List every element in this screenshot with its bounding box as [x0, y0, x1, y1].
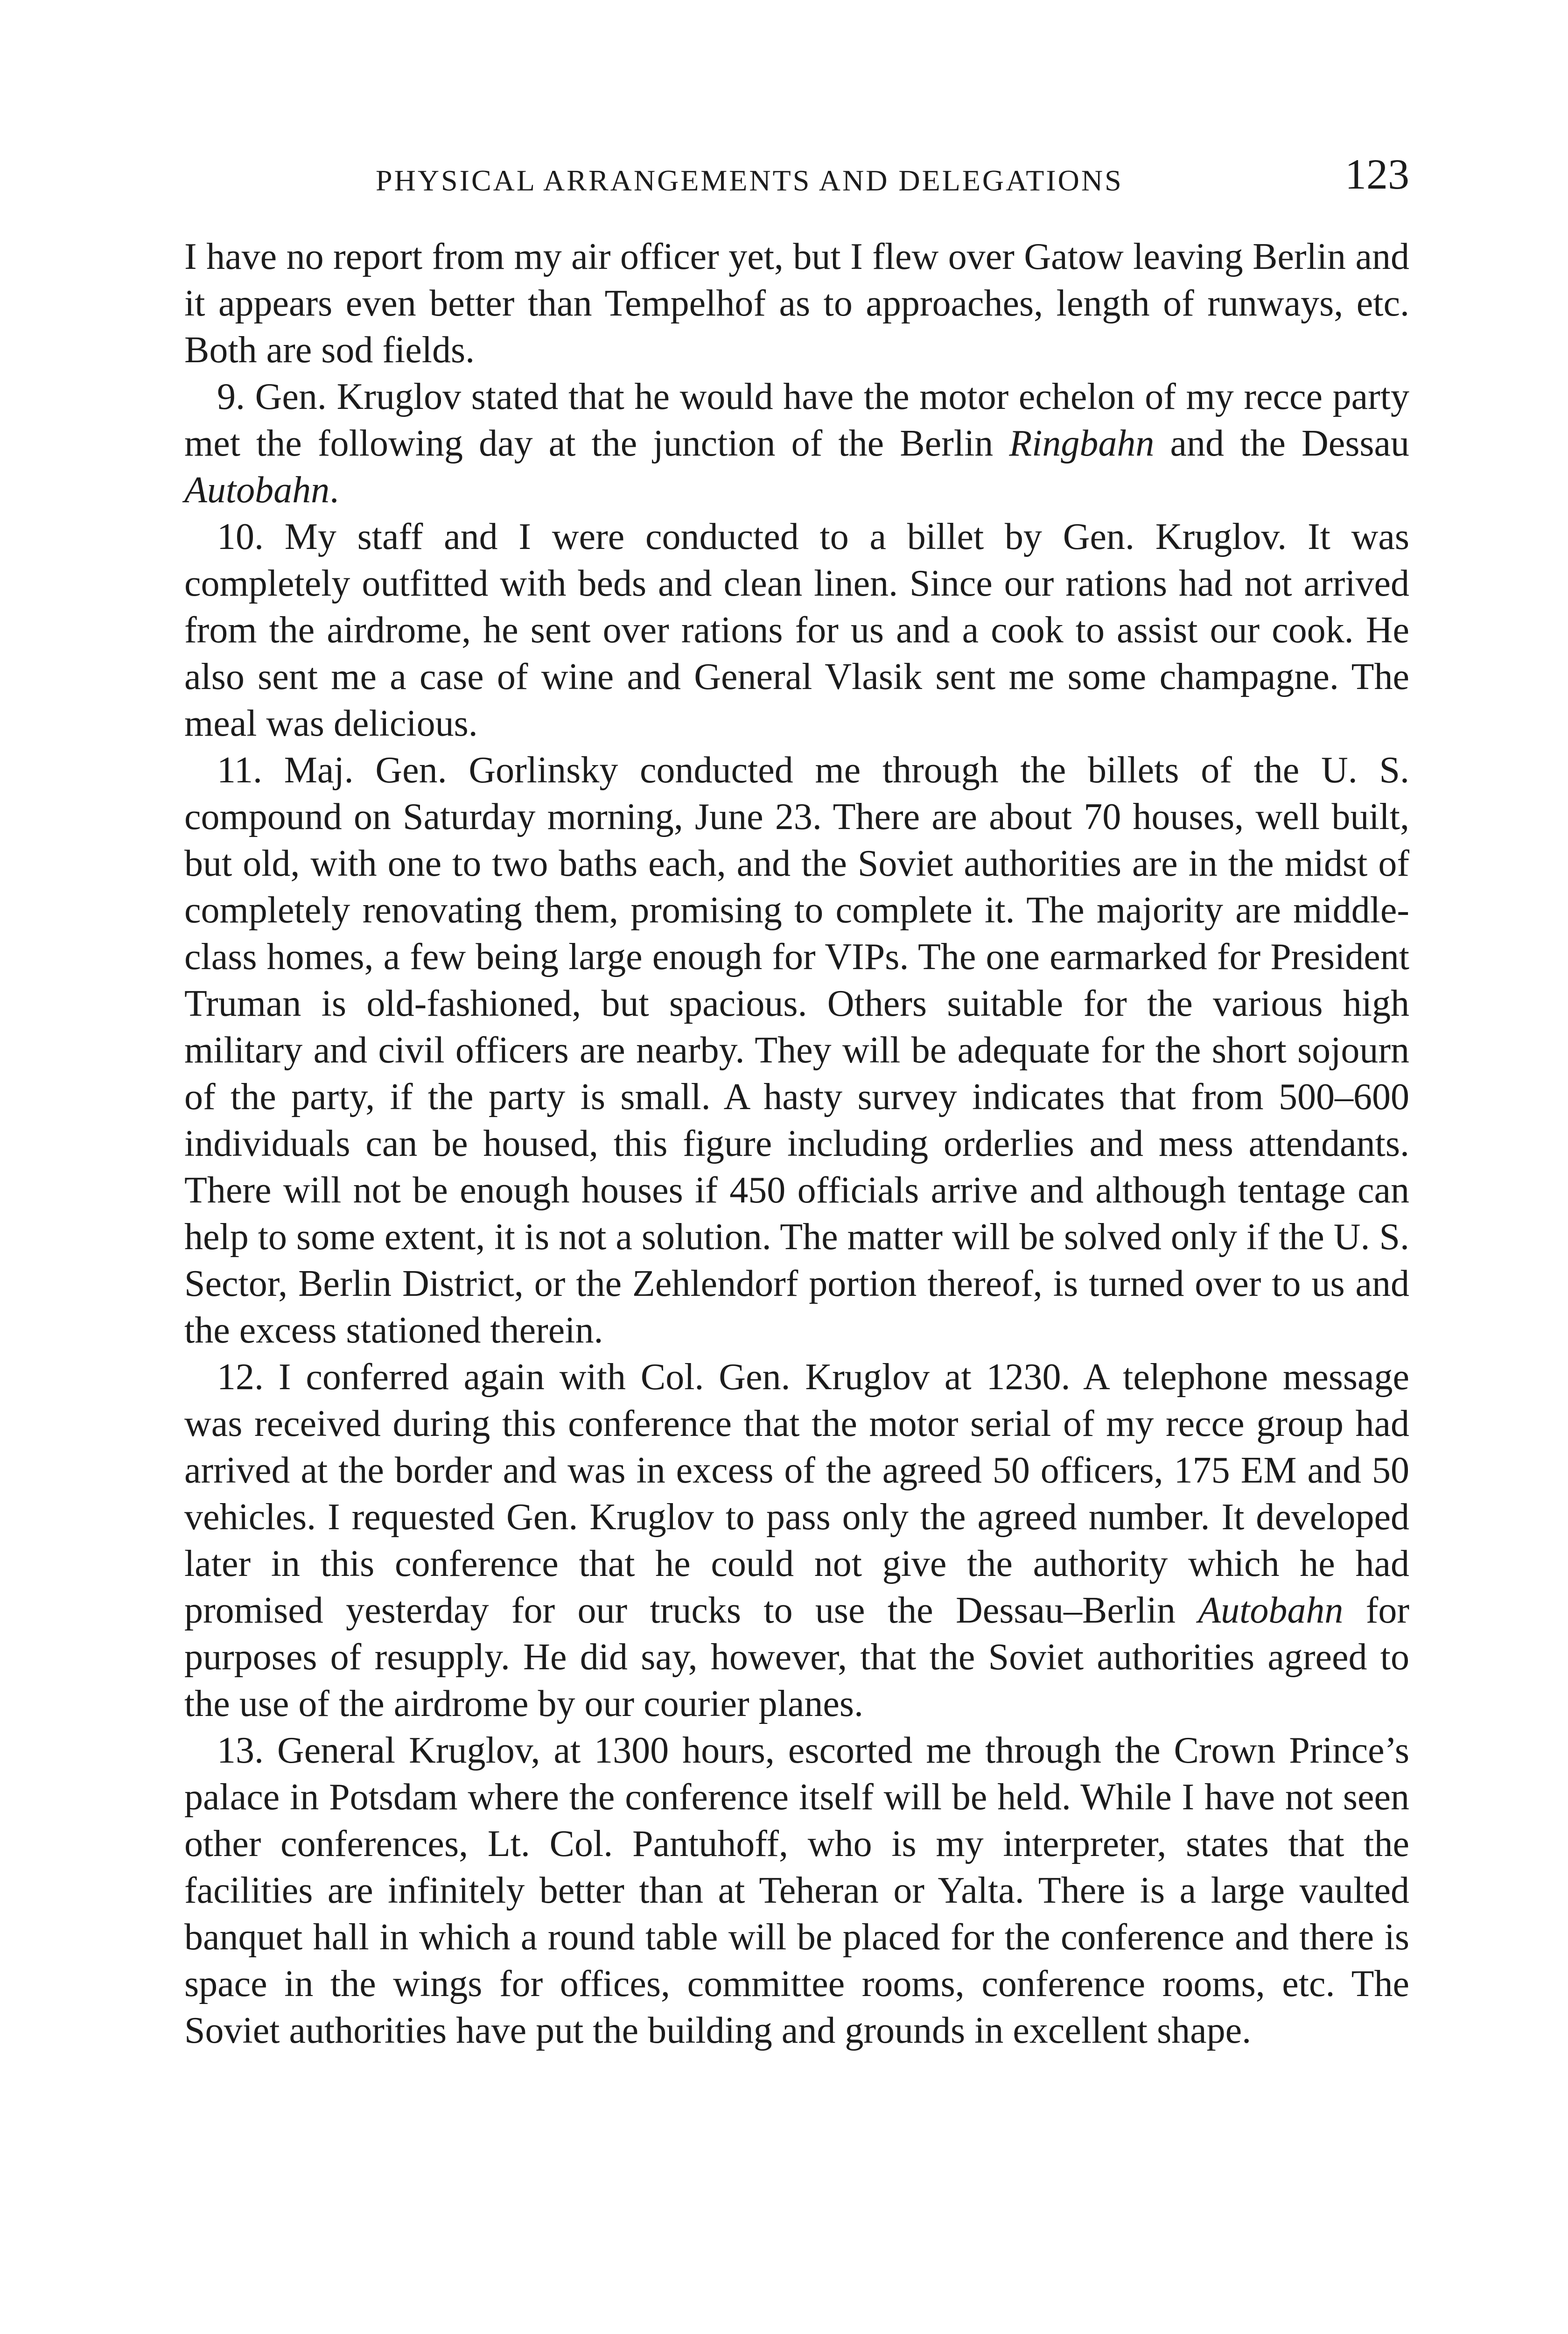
- page-number: 123: [1345, 150, 1409, 198]
- paragraph-12-text-a: 12. I conferred again with Col. Gen. Kruglov at 1230. A telephone message was received during this conference that the motor serial of my recce group had arrived at the border and was in excess of the agreed 50 officers, 175 EM and 50 vehicles. I requested Gen. Kruglov to pass only the agreed number. It developed later in this conference that he could not give the authority which he had promised yesterday for our trucks to use the Dessau–Berlin: [184, 1357, 1409, 1631]
- running-head-title: PHYSICAL ARRANGEMENTS AND DELEGATIONS: [376, 164, 1123, 197]
- paragraph-12-autobahn: Autobahn: [1198, 1590, 1344, 1631]
- document-page: [184, 149, 1409, 2054]
- paragraph-10: 10. My staff and I were conducted to a billet by Gen. Kruglov. It was completely outfitted with beds and clean linen. Since our rations had not arrived from the airdrome, he sent over rations for us and a cook to assist our cook. He also sent me a case of wine and General Vlasik sent me some champagne. The meal was delicious.: [184, 516, 1409, 744]
- paragraph-9-text-a: 9. Gen. Kruglov stated that he would have the motor echelon of my recce party met the following day at the junction of the Berlin: [184, 376, 1409, 464]
- paragraph-11: 11. Maj. Gen. Gorlinsky conducted me through the billets of the U. S. compound on Saturday morning, June 23. There are about 70 houses, well built, but old, with one to two baths each, and the Soviet authorities are in the midst of completely renovating them, promising to complete it. The majority are middle-class homes, a few being large enough for VIPs. The one earmarked for President Truman is old-fashioned, but spacious. Others suitable for the various high military and civil officers are nearby. They will be adequate for the short sojourn of the party, if the party is small. A hasty survey indicates that from 500–600 individuals can be housed, this figure including orderlies and mess attendants. There will not be enough houses if 450 officials arrive and although tentage can help to some extent, it is not a solution. The matter will be solved only if the U. S. Sector, Berlin District, or the Zehlendorf portion thereof, is turned over to us and the excess stationed therein.: [184, 750, 1409, 1351]
- body-text: [184, 233, 1409, 2054]
- paragraph-9-autobahn: Autobahn: [184, 470, 330, 511]
- paragraph-12: [184, 1354, 1409, 1727]
- running-head: [184, 149, 1409, 201]
- paragraph-9-text-c: .: [329, 470, 339, 511]
- paragraph-9-ringbahn: Ringbahn: [1009, 423, 1155, 464]
- paragraph-13: 13. General Kruglov, at 1300 hours, escorted me through the Crown Prince’s palace in Potsdam where the conference itself will be held. While I have not seen other conferences, Lt. Col. Pantuhoff, who is my interpreter, states that the facilities are infinitely better than at Teheran or Yalta. There is a large vaulted banquet hall in which a round table will be placed for the conference and there is space in the wings for offices, committee rooms, conference rooms, etc. The Soviet authorities have put the building and grounds in excellent shape.: [184, 1730, 1409, 2051]
- paragraph-12-text-b: for purposes of resupply. He did say, however, that the Soviet authorities agreed to the use of the airdrome by our courier planes.: [184, 1590, 1410, 1724]
- paragraph-continuation: I have no report from my air officer yet, but I flew over Gatow leaving Berlin and it appears even better than Tempelhof as to approaches, length of runways, etc. Both are sod fields.: [184, 236, 1409, 371]
- paragraph-9: [184, 373, 1409, 513]
- paragraph-9-text-b: and the Dessau: [1154, 423, 1410, 464]
